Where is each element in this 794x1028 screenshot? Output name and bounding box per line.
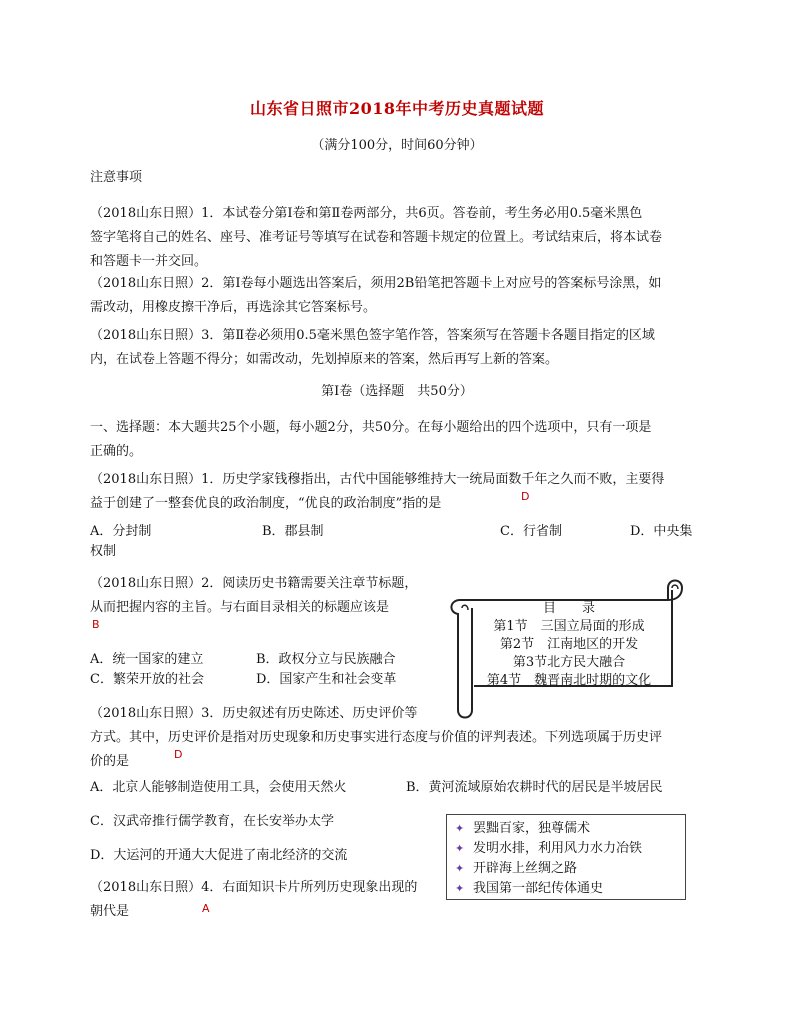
exam-subtitle: （满分100分，时间60分钟） xyxy=(311,138,483,153)
answer-1: D xyxy=(521,490,530,503)
table-of-contents xyxy=(464,600,674,690)
answer-4: A xyxy=(202,902,210,915)
q2-option-c: C．繁荣开放的社会 xyxy=(90,672,204,687)
card-item: ✦ 开辟海上丝绸之路 xyxy=(455,859,685,879)
section-title: 第Ⅰ卷（选择题 共50分） xyxy=(321,384,473,399)
question-3-stem: （2018山东日照）3．历史叙述有历史陈述、历史评价等 方式。其中，历史评价是指对历史现象和历史事实进行态度与价值的评判表述。下列选项属于历史评 价的是 xyxy=(90,706,663,769)
answer-2: B xyxy=(92,618,100,631)
q2-option-a: A．统一国家的建立 xyxy=(90,652,204,667)
q3-option-d: D．大运河的开通大大促进了南北经济的交流 xyxy=(90,848,348,863)
arrow-bullet-icon: ✦ xyxy=(455,822,465,835)
toc-item: 第1节 三国立局面的形成 xyxy=(493,619,645,634)
toc-item: 第3节北方民大融合 xyxy=(512,655,626,670)
q1-option-a: A．分封制 xyxy=(90,524,152,539)
note-3: （2018山东日照）3．第Ⅱ卷必须用0.5毫米黑色签字笔作答，答案须写在答题卡各题目指定的区域 内，在试卷上答题不得分；如需改动，先划掉原来的答案，然后再写上新的答案。 xyxy=(90,328,655,367)
arrow-bullet-icon: ✦ xyxy=(455,882,465,895)
toc-item: 第2节 江南地区的开发 xyxy=(499,637,639,652)
card-item: ✦ 发明水排，利用风力水力冶铁 xyxy=(455,839,685,859)
notice-heading: 注意事项 xyxy=(90,170,143,185)
arrow-bullet-icon: ✦ xyxy=(455,862,465,875)
knowledge-card xyxy=(446,814,686,900)
q1-option-b: B．郡县制 xyxy=(262,524,324,539)
answer-3: D xyxy=(174,748,183,761)
q3-option-b: B．黄河流域原始农耕时代的居民是半坡居民 xyxy=(406,780,663,795)
page-title: 山东省日照市2018年中考历史真题试题 xyxy=(249,99,545,118)
question-4-stem: （2018山东日照）4．右面知识卡片所列历史现象出现的 朝代是 xyxy=(90,880,418,919)
question-1-stem: （2018山东日照）1．历史学家钱穆指出，古代中国能够维持大一统局面数千年之久而不败，主要得 益于创建了一整套优良的政治制度，“优良的政治制度”指的是 xyxy=(90,472,665,511)
q1-option-d: D．中央集 xyxy=(630,524,693,539)
instructions: 一、选择题：本大题共25个小题，每小题2分，共50分。在每小题给出的四个选项中，只有一项是 正确的。 xyxy=(90,420,652,459)
q1-option-c: C．行省制 xyxy=(500,524,562,539)
note-2: （2018山东日照）2．第Ⅰ卷每小题选出答案后，须用2B铅笔把答题卡上对应号的答案标号涂黑，如 需改动，用橡皮擦干净后，再选涂其它答案标号。 xyxy=(90,276,662,315)
arrow-bullet-icon: ✦ xyxy=(455,842,465,855)
toc-item: 第4节 魏晋南北时期的文化 xyxy=(486,673,652,688)
question-2-stem: （2018山东日照）2．阅读历史书籍需要关注章节标题， 从而把握内容的主旨。与右面目录相关的标题应该是 xyxy=(90,576,418,615)
q1-option-wrap: 权制 xyxy=(90,544,117,559)
q3-option-a: A．北京人能够制造使用工具，会使用天然火 xyxy=(90,780,347,795)
toc-heading: 目 录 xyxy=(542,601,595,616)
note-1: （2018山东日照）1．本试卷分第Ⅰ卷和第Ⅱ卷两部分，共6页。答卷前，考生务必用0.5毫米黑色 签字笔将自己的姓名、座号、准考证号等填写在试卷和答题卡规定的位置上。考试结束后，将本试卷 和答题卡一并交回。 xyxy=(90,206,663,269)
q3-option-c: C．汉武帝推行儒学教育，在长安举办太学 xyxy=(90,814,334,829)
card-item: ✦ 罢黜百家，独尊儒术 xyxy=(455,819,685,839)
q2-option-d: D．国家产生和社会变革 xyxy=(256,672,397,687)
card-item: ✦ 我国第一部纪传体通史 xyxy=(455,879,685,899)
q2-option-b: B．政权分立与民族融合 xyxy=(256,652,396,667)
